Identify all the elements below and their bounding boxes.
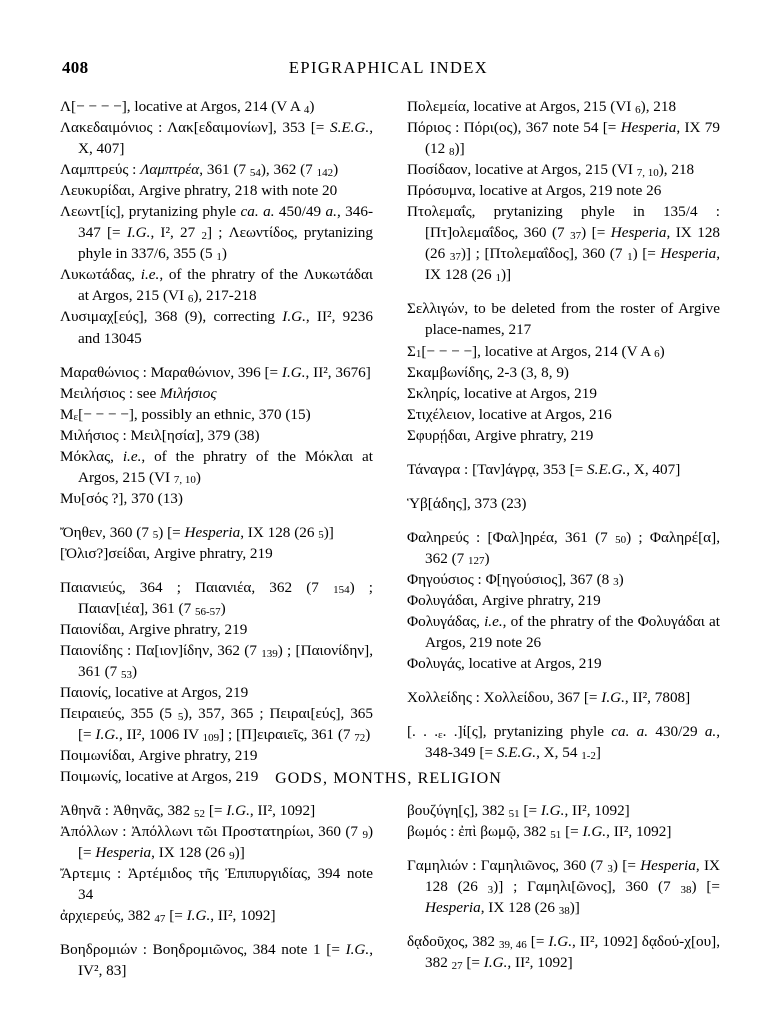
index-entry: Ποσίδαον, locative at Argos, 215 (VI 7, 10), 218	[407, 161, 695, 179]
column-left-bottom	[60, 800, 373, 981]
section-heading: GODS, MONTHS, RELIGION	[275, 770, 502, 787]
page-number: 408	[62, 58, 89, 77]
index-entry: Πειραιεύς, 355 (5 5), 357, 365 ; Πειραι[εύς], 365 [= I.G., II², 1006 IV 109] ; [Π]ειραιεῖς, 361 (7 72)	[60, 705, 373, 744]
page-header	[0, 58, 777, 80]
entry-group-spacer	[60, 349, 373, 362]
index-entry: Τάναγρα : [Ταν]άγρᾳ, 353 [= S.E.G., X, 407]	[407, 460, 681, 478]
index-entry: Μαραθώνιος : Μαραθώνιον, 396 [= I.G., II², 3676]	[60, 363, 371, 381]
index-entry: Ἄρτεμις : Ἀρτέμιδος τῆς Ἐπιπυργιδίας, 394 note 34	[60, 865, 373, 904]
index-entry: Πολεμεία, locative at Argos, 215 (VI 6), 218	[407, 98, 677, 116]
index-entry: Φαληρεύς : [Φαλ]ηρέα, 361 (7 50) ; Φαληρέ[α], 362 (7 127)	[407, 528, 720, 568]
index-entry: βουζύγη[ς], 382 51 [= I.G., II², 1092]	[407, 802, 630, 820]
index-entry: Ὑβ[άδης], 373 (23)	[407, 494, 527, 512]
index-entry: Παιονίς, locative at Argos, 219	[60, 684, 249, 702]
index-entry: Λαμπτρεύς : Λαμπτρέα, 361 (7 54), 362 (7 142)	[60, 161, 339, 179]
index-entry: Λυκωτάδας, i.e., of the phratry of the Λυκωτάδαι at Argos, 215 (VI 6), 217-218	[60, 266, 373, 305]
index-entry: Μειλήσιος : see Μιλήσιος	[60, 384, 217, 402]
entry-group-spacer	[407, 842, 720, 855]
column-right-bottom	[407, 800, 720, 981]
entry-group-spacer	[407, 918, 720, 931]
index-entry: Λακεδαιμόνιος : Λακ[εδαιμονίων], 353 [= S.E.G., X, 407]	[60, 119, 373, 158]
index-entry: Βοηδρομιών : Βοηδρομιῶνος, 384 note 1 [= I.G., IV², 83]	[60, 941, 373, 980]
entry-group-spacer	[407, 480, 720, 493]
index-entry: Λεωντ[ίς], prytanizing phyle ca. a. 450/49 a., 346-347 [= I.G., I², 27 2] ; Λεωντίδος, prytanizing phyle in 337/6, 355 (5 1)	[60, 203, 373, 263]
index-entry: Λευκυρίδαι, Argive phratry, 218 with note 20	[60, 182, 338, 200]
index-entry: Ποιμωνίς, locative at Argos, 219	[60, 768, 259, 786]
index-entry: Ἀπόλλων : Ἀπόλλωνι τῶι Προστατηρίωι, 360 (7 9) [= Hesperia, IX 128 (26 9)]	[60, 823, 373, 862]
index-entry: Σ1[− − − −], locative at Argos, 214 (V A 6)	[407, 342, 665, 361]
index-entry: Σφυρῄδαι, Argive phratry, 219	[407, 426, 594, 444]
index-entry: Ποιμωνίδαι, Argive phratry, 219	[60, 747, 258, 765]
entry-group-spacer	[407, 285, 720, 298]
index-entry: Στιχέλειον, locative at Argos, 216	[407, 405, 612, 423]
index-entry: Ὄηθεν, 360 (7 5) [= Hesperia, IX 128 (26 5)]	[60, 523, 334, 542]
index-entry: Φολυγάς, locative at Argos, 219	[407, 655, 602, 673]
index-entry: Παιονίδαι, Argive phratry, 219	[60, 621, 248, 639]
index-entry: Παιανιεύς, 364 ; Παιανιέα, 362 (7 154) ; Παιαν[ιέα], 361 (7 56-57)	[60, 578, 373, 618]
index-entry: [Ὀλισ?]σείδαι, Argive phratry, 219	[60, 544, 273, 562]
running-head: EPIGRAPHICAL INDEX	[288, 58, 489, 77]
index-entry: Λυσιμαχ[εύς], 368 (9), correcting I.G., II², 9236 and 13045	[60, 308, 373, 347]
column-right-top	[407, 96, 720, 787]
index-columns-bottom	[60, 800, 720, 981]
index-entry: Μιλήσιος : Μειλ[ησία], 379 (38)	[60, 426, 260, 444]
entry-group-spacer	[60, 509, 373, 522]
index-entry: Σκαμβωνίδης, 2-3 (3, 8, 9)	[407, 363, 569, 381]
index-entry: Πτολεμαΐς, prytanizing phyle in 135/4 : [Πτ]ολεμαΐδος, 360 (7 37) [= Hesperia, IX 128 (26 37)] ; [Πτολεμαΐδος], 360 (7 1) [= Hesperia, IX 128 (26 1)]	[407, 203, 721, 284]
entry-group-spacer	[407, 514, 720, 527]
index-entry: Φηγούσιος : Φ[ηγούσιος], 367 (8 3)	[407, 570, 624, 589]
index-entry: δᾳδοῦχος, 382 39, 46 [= I.G., II², 1092] δᾳδού-χ[ου], 382 27 [= I.G., II², 1092]	[407, 933, 721, 972]
index-entry: Ἀθηνᾶ : Ἀθηνᾶς, 382 52 [= I.G., II², 1092]	[60, 802, 316, 820]
index-columns-top	[60, 96, 720, 787]
index-entry: Πόριος : Πόρι(ος), 367 note 54 [= Hesperia, IX 79 (12 8)]	[407, 119, 720, 158]
entry-group-spacer	[407, 446, 720, 459]
index-entry: Παιονίδης : Πα[ιον]ίδην, 362 (7 139) ; [Παιονίδην], 361 (7 53)	[60, 642, 373, 681]
index-entry: Χολλείδης : Χολλείδου, 367 [= I.G., II², 7808]	[407, 689, 691, 707]
index-entry: Γαμηλιών : Γαμηλιῶνος, 360 (7 3) [= Hesperia, IX 128 (26 3)] ; Γαμηλι[ῶνος], 360 (7 38) [= Hesperia, IX 128 (26 38)]	[407, 857, 720, 917]
index-entry: Λ[− − − −], locative at Argos, 214 (V A 4)	[60, 98, 315, 116]
index-entry: Φολυγάδας, i.e., of the phratry of the Φολυγάδαι at Argos, 219 note 26	[407, 613, 720, 652]
column-left-top	[60, 96, 373, 787]
entry-group-spacer	[407, 708, 720, 721]
index-entry: Πρόσυμνα, locative at Argos, 219 note 26	[407, 182, 662, 200]
entry-group-spacer	[407, 674, 720, 687]
index-entry: Με[− − − −], possibly an ethnic, 370 (15)	[60, 405, 311, 424]
index-entry: [. . .ε. .]ί[ς], prytanizing phyle ca. a. 430/29 a., 348-349 [= S.E.G., X, 54 1-2]	[407, 723, 720, 762]
index-entry: Φολυγάδαι, Argive phratry, 219	[407, 591, 601, 609]
index-entry: Σελλιγών, to be deleted from the roster of Argive place-names, 217	[407, 300, 720, 339]
index-entry: βωμός : ἐπὶ βωμῷ, 382 51 [= I.G., II², 1092]	[407, 823, 672, 841]
index-entry: Μόκλας, i.e., of the phratry of the Μόκλαι at Argos, 215 (VI 7, 10)	[60, 447, 373, 487]
index-entry: Μυ[σός ?], 370 (13)	[60, 489, 183, 507]
entry-group-spacer	[60, 564, 373, 577]
index-entry: Σκληρίς, locative at Argos, 219	[407, 384, 597, 402]
entry-group-spacer	[60, 926, 373, 939]
index-entry: ἀρχιερεύς, 382 47 [= I.G., II², 1092]	[60, 907, 276, 925]
